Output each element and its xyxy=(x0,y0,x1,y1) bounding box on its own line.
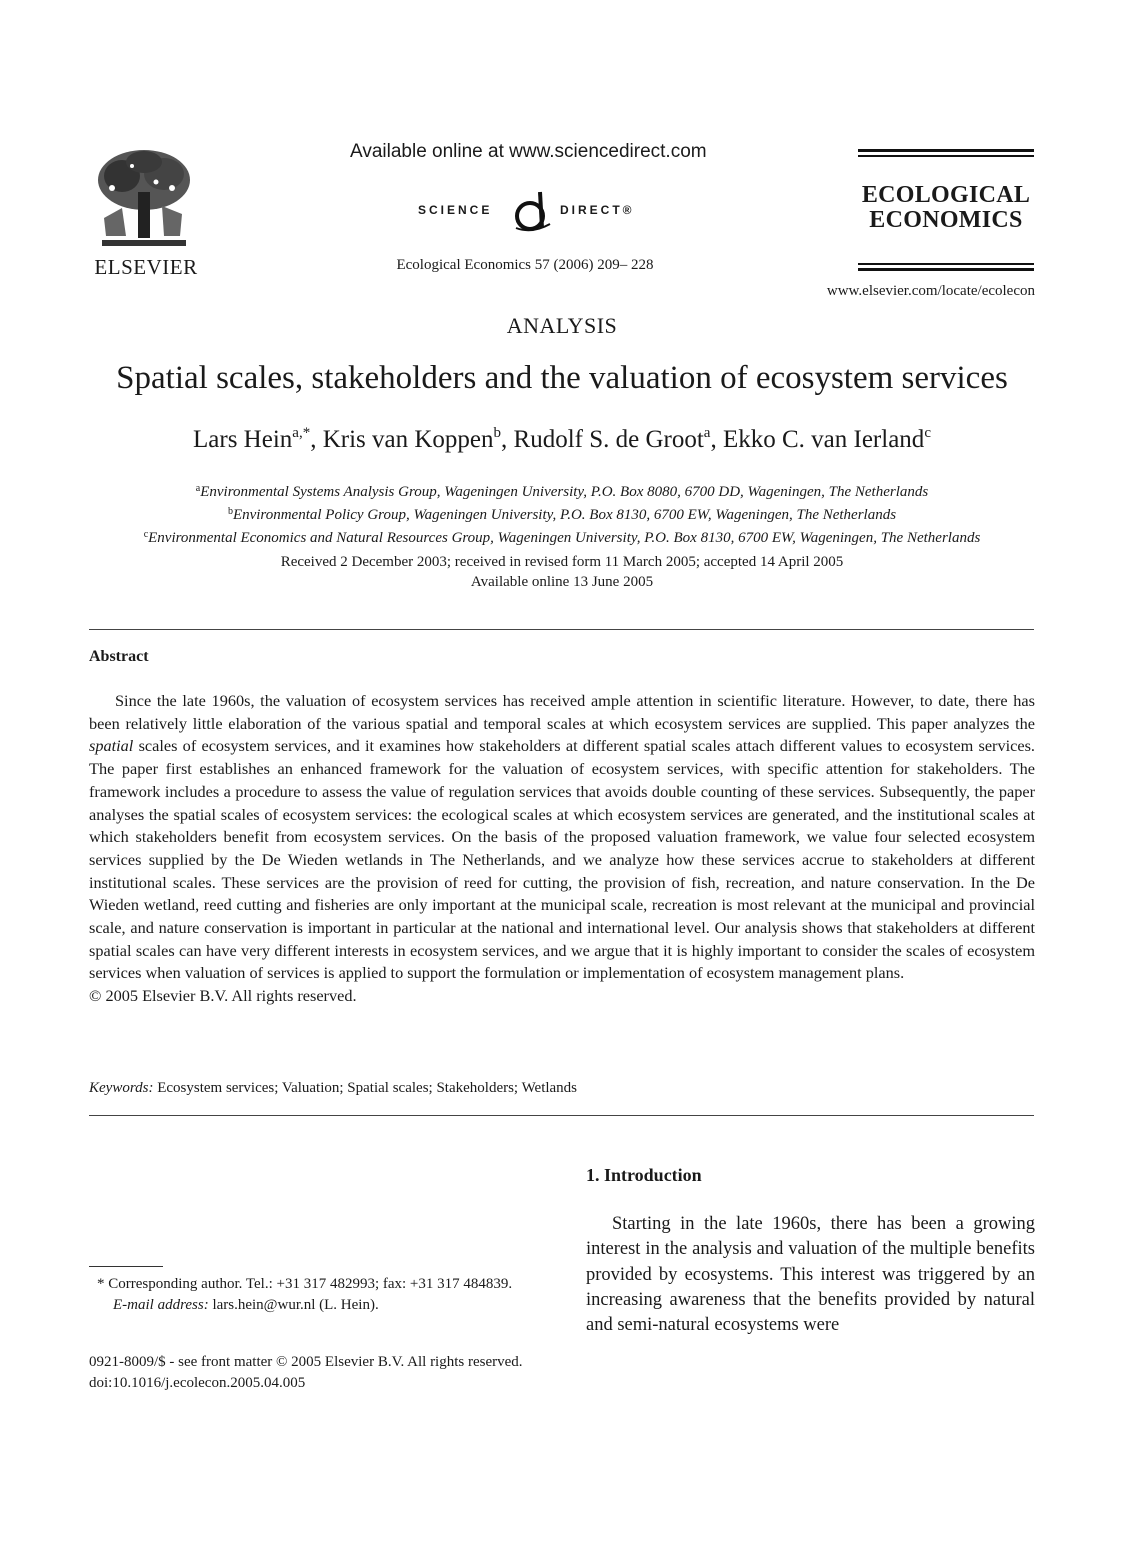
affiliation-marker: c xyxy=(143,529,149,540)
affiliation xyxy=(60,502,1064,525)
email-line xyxy=(89,1295,537,1316)
footnote-rule xyxy=(89,1266,163,1267)
abstract-text: Since the late 1960s, the valuation of ecosystem services has received ample attention in scientific literature. However, to date, there has been relatively little elaboration of the various spatial and temporal scales at which ecosystem services are supplied. This paper analyzes the xyxy=(89,691,1035,733)
affiliation-marker: b xyxy=(227,506,233,517)
doi-line[interactable]: doi:10.1016/j.ecolecon.2005.04.005 xyxy=(89,1375,306,1391)
elsevier-tree-icon xyxy=(92,148,196,248)
affiliation-text: Environmental Economics and Natural Resources Group, Wageningen University, P.O. Box 8130, 6700 EW, Wageningen, The Netherlands xyxy=(148,530,981,546)
journal-name-line1: ECOLOGICAL xyxy=(861,182,1031,208)
publisher-name: ELSEVIER xyxy=(94,255,198,279)
article-title: Spatial scales, stakeholders and the valuation of ecosystem services xyxy=(116,360,1008,396)
author-name[interactable]: Ekko C. van Ierland xyxy=(722,426,925,453)
email-address[interactable]: lars.hein@wur.nl (L. Hein). xyxy=(212,1297,379,1313)
received-dates: Received 2 December 2003; received in revised form 11 March 2005; accepted 14 April 2005 xyxy=(280,554,844,570)
section-label: ANALYSIS xyxy=(506,313,618,338)
available-date: Available online 13 June 2005 xyxy=(470,574,654,590)
introduction-heading: 1. Introduction xyxy=(586,1165,702,1185)
author-name[interactable]: Kris van Koppen xyxy=(322,426,494,453)
author-name[interactable]: Rudolf S. de Groot xyxy=(513,426,704,453)
author-affil-marker: a,* xyxy=(292,425,311,441)
email-label: E-mail address: xyxy=(113,1297,209,1313)
author-affil-marker: c xyxy=(924,425,931,441)
abstract-copyright: © 2005 Elsevier B.V. All rights reserved. xyxy=(89,986,357,1006)
abstract-paragraph xyxy=(89,690,1035,985)
affiliation-text: Environmental Systems Analysis Group, Wageningen University, P.O. Box 8080, 6700 DD, Wageningen, The Netherlands xyxy=(200,484,929,500)
elsevier-logo xyxy=(88,148,204,279)
article-history xyxy=(60,552,1064,592)
journal-top-rules xyxy=(858,149,1034,160)
journal-citation: Ecological Economics 57 (2006) 209– 228 xyxy=(396,257,654,273)
affiliation xyxy=(60,479,1064,502)
journal-url[interactable]: www.elsevier.com/locate/ecolecon xyxy=(826,283,1035,299)
footnote xyxy=(89,1274,537,1316)
divider xyxy=(89,629,1034,630)
introduction-paragraph: Starting in the late 1960s, there has been a growing interest in the analysis and valuation of the multiple benefits provided by ecosystems. This interest was triggered by an increasing awareness that the benefits provided by natural and semi-natural ecosystems were xyxy=(586,1214,1035,1336)
keywords xyxy=(89,1080,1035,1097)
corresponding-author: * Corresponding author. Tel.: +31 317 482993; fax: +31 317 484839. xyxy=(97,1276,513,1292)
affiliation xyxy=(60,525,1064,548)
journal-name xyxy=(858,183,1034,233)
author-name[interactable]: Lars Hein xyxy=(193,426,293,453)
abstract-body xyxy=(89,690,1035,1008)
sciencedirect-left-word: SCIENCE xyxy=(418,203,493,217)
author-list xyxy=(60,425,1064,454)
divider xyxy=(89,1115,1034,1116)
author-affil-marker: a xyxy=(703,425,711,441)
keywords-list: Ecosystem services; Valuation; Spatial scales; Stakeholders; Wetlands xyxy=(157,1080,578,1096)
sciencedirect-d-icon xyxy=(510,188,554,234)
sciencedirect-right-word: DIRECT® xyxy=(560,203,635,217)
affiliation-text: Environmental Policy Group, Wageningen University, P.O. Box 8130, 6700 EW, Wageningen, The Netherlands xyxy=(232,507,897,523)
affiliation-marker: a xyxy=(195,483,201,494)
issn-line: 0921-8009/$ - see front matter © 2005 Elsevier B.V. All rights reserved. xyxy=(89,1354,523,1370)
journal-bottom-rules xyxy=(858,263,1034,274)
journal-name-line2: ECONOMICS xyxy=(869,207,1023,233)
introduction-body xyxy=(586,1212,1035,1338)
keywords-label: Keywords: xyxy=(89,1080,154,1096)
author-affil-marker: b xyxy=(493,425,502,441)
abstract-text: scales of ecosystem services, and it examines how stakeholders at different spatial scales attach different values to ecosystem services. The paper first establishes an enhanced framework for the valuation of ecosystem services, with specific attention for stakeholders. The framework includes a procedure to assess the value of regulation services that avoids double counting of these services. Subsequently, the paper analyses the spatial scales of ecosystem services: the ecological scales at which ecosystem services are generated, and the institutional scales at which stakeholders benefit from ecosystem services. On the basis of the proposed valuation framework, we value four selected ecosystem services supplied by the De Wieden wetlands in The Netherlands, and we analyze how these services accrue to stakeholders at different institutional scales. These services are the provision of reed for cutting, the provision of fish, recreation, and nature conservation. In the De Wieden wetland, reed cutting and fisheries are only important at the municipal scale, recreation is most relevant at the municipal and provincial scale, and nature conservation is important in particular at the national and international level. Our analysis shows that stakeholders at different spatial scales can have very different interests in ecosystem services, and we argue that it is highly important to consider the scales of ecosystem services when valuation of services is applied to support the formulation or implementation of ecosystem management plans. xyxy=(89,736,1035,983)
author-separator: , xyxy=(501,426,514,453)
author-separator: , xyxy=(710,426,723,453)
abstract-heading: Abstract xyxy=(89,648,149,665)
sciencedirect-logo xyxy=(410,188,650,238)
front-matter xyxy=(89,1352,589,1394)
available-online-text: Available online at www.sciencedirect.com xyxy=(350,141,707,162)
abstract-emphasis: spatial xyxy=(89,736,134,756)
author-separator: , xyxy=(310,426,323,453)
affiliations xyxy=(60,479,1064,548)
